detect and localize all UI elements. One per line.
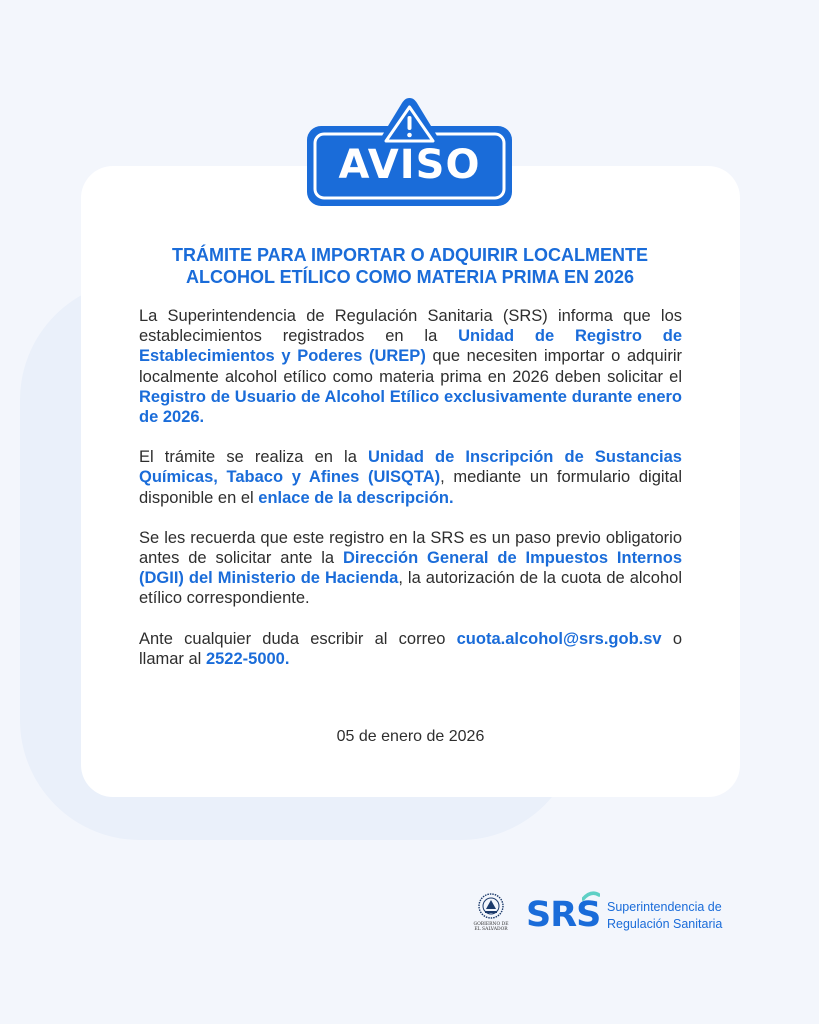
text-segment: La Superintendencia de Regulación Sanitaria (SRS) informa que los establecimientos registrados en la [139,307,682,346]
notice-title [110,244,710,288]
text-segment: o llamar al [139,629,682,668]
highlight-dgii: Dirección General de Impuestos Internos (DGII) del Ministerio de Hacienda [139,549,682,588]
aviso-badge [307,96,512,206]
description-link[interactable]: enlace de la descripción. [258,488,454,507]
contact-phone-link[interactable]: 2522-5000. [205,649,290,668]
aviso-label: AVISO [338,142,481,188]
seal-caption-line-2: EL SALVADOR [474,927,508,932]
srs-logo: SRS [526,895,601,935]
text-segment: Ante cualquier duda escribir al correo [139,629,457,648]
paragraph-contact [139,629,682,669]
notice-body [139,306,682,689]
org-name-line-2: Regulación Sanitaria [607,917,723,931]
title-line-1: TRÁMITE PARA IMPORTAR O ADQUIRIR LOCALMENTE [172,245,648,265]
highlight-urep: Unidad de Registro de Establecimientos y Poderes (UREP) [139,327,682,366]
paragraph-procedure [139,447,682,508]
organization-name [607,899,722,933]
contact-email-link[interactable]: cuota.alcohol@srs.gob.sv [456,629,662,648]
text-segment: , mediante un formulario digital disponible en el [139,468,682,507]
logo-accent-icon [582,891,600,901]
notice-date: 05 de enero de 2026 [336,728,485,745]
highlight-deadline: Registro de Usuario de Alcohol Etílico exclusivamente durante enero de 2026. [139,387,682,427]
text-segment: , la autorización de la cuota de alcohol etílico correspondiente. [139,569,682,608]
text-segment: El trámite se realiza en la [139,448,368,467]
paragraph-registration [139,306,682,427]
org-name-line-1: Superintendencia de [607,900,722,914]
seal-caption-line-1: GOBIERNO DE [473,922,509,927]
text-segment: Se les recuerda que este registro en la SRS es un paso previo obligatorio antes de solicitar ante la [139,528,682,568]
seal-caption [468,922,514,932]
paragraph-reminder [139,528,682,609]
highlight-uisqta: Unidad de Inscripción de Sustancias Químicas, Tabaco y Afines (UISQTA) [139,448,682,487]
text-segment: que necesiten importar o adquirir localmente alcohol etílico como materia prima en 2026 deben solicitar el [139,347,682,386]
title-line-2: ALCOHOL ETÍLICO COMO MATERIA PRIMA EN 2026 [185,267,635,287]
